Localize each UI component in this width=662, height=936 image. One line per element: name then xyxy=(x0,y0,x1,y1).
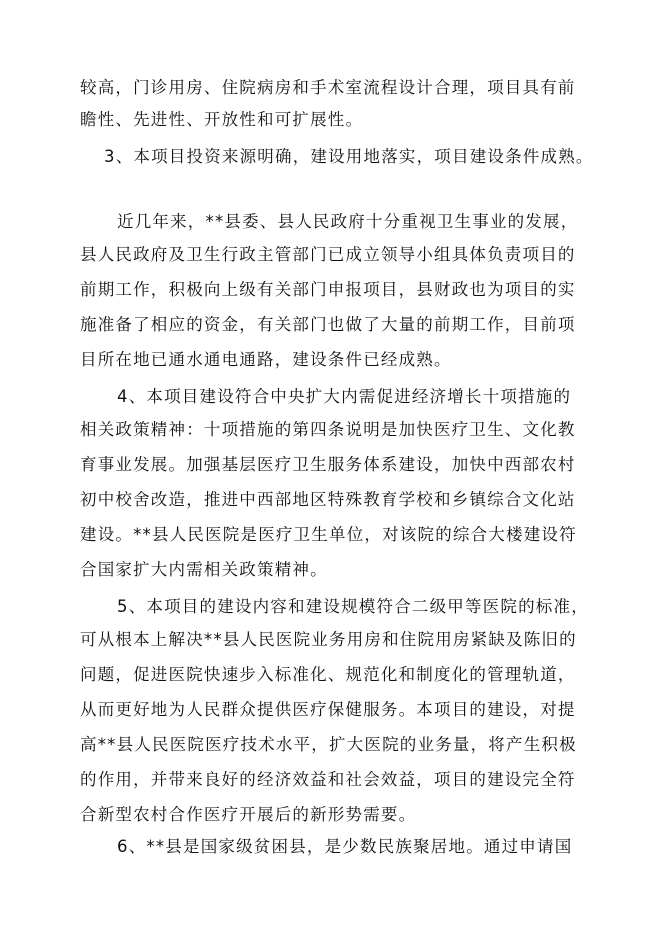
paragraph-4-line-1: 4、本项目建设符合中央扩大内需促进经济增长十项措施的 xyxy=(117,387,572,406)
paragraph-4-line-6: 合国家扩大内需相关政策精神。 xyxy=(80,560,328,579)
paragraph-3-line-2: 县人民政府及卫生行政主管部门已成立领导小组具体负责项目的 xyxy=(80,245,576,264)
paragraph-4-line-3: 育事业发展。加强基层医疗卫生服务体系建设，加快中西部农村 xyxy=(80,455,576,474)
paragraph-1-line-1: 较高，门诊用房、住院病房和手术室流程设计合理，项目具有前 xyxy=(80,78,576,97)
paragraph-5-line-5: 高**县人民医院医疗技术水平，扩大医院的业务量，将产生积极 xyxy=(80,735,577,754)
paragraph-5-line-6: 的作用，并带来良好的经济效益和社会效益，项目的建设完全符 xyxy=(80,770,576,789)
paragraph-3-line-1: 近几年来，**县委、县人民政府十分重视卫生事业的发展， xyxy=(117,212,579,231)
paragraph-4-line-2: 相关政策精神：十项措施的第四条说明是加快医疗卫生、文化教 xyxy=(80,420,576,439)
paragraph-4-line-4: 初中校舍改造，推进中西部地区特殊教育学校和乡镇综合文化站 xyxy=(80,490,576,509)
paragraph-3-line-4: 施准备了相应的资金，有关部门也做了大量的前期工作，目前项 xyxy=(80,315,576,334)
paragraph-3-line-3: 前期工作，积极向上级有关部门申报项目，县财政也为项目的实 xyxy=(80,280,576,299)
paragraph-5-line-7: 合新型农村合作医疗开展后的新形势需要。 xyxy=(80,805,417,824)
paragraph-3-line-5: 目所在地已通水通电通路，建设条件已经成熟。 xyxy=(80,350,452,369)
paragraph-1-line-2: 瞻性、先进性、开放性和可扩展性。 xyxy=(80,110,364,129)
paragraph-5-line-4: 从而更好地为人民群众提供医疗保健服务。本项目的建设，对提 xyxy=(80,700,576,719)
paragraph-5-line-3: 问题，促进医院快速步入标准化、规范化和制度化的管理轨道， xyxy=(80,665,576,684)
paragraph-4-line-5: 建设。**县人民医院是医疗卫生单位，对该院的综合大楼建设符 xyxy=(80,525,577,544)
paragraph-5-line-2: 可从根本上解决**县人民医院业务用房和住院用房紧缺及陈旧的 xyxy=(80,630,577,649)
paragraph-2-line-1: 3、本项目投资来源明确，建设用地落实，项目建设条件成熟。 xyxy=(104,147,594,166)
paragraph-6-line-1: 6、**县是国家级贫困县，是少数民族聚居地。通过申请国 xyxy=(117,837,573,856)
paragraph-5-line-1: 5、本项目的建设内容和建设规模符合二级甲等医院的标准， xyxy=(117,597,589,616)
